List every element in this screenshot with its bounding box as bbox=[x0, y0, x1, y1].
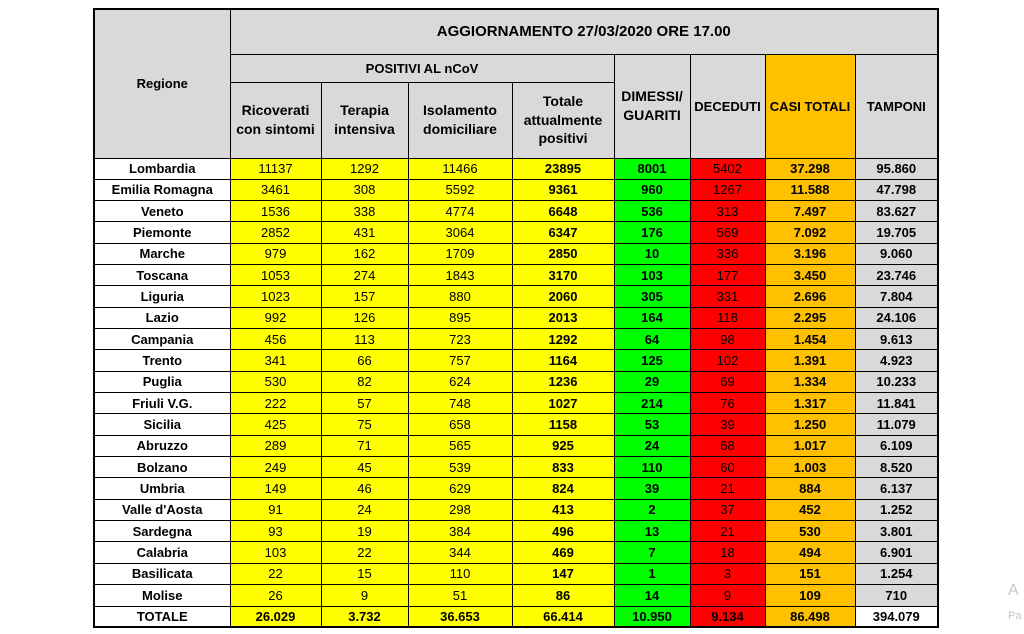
casi-totali-cell: 1.250 bbox=[765, 414, 855, 435]
casi-totali-cell: 1.003 bbox=[765, 457, 855, 478]
covid-data-table bbox=[93, 8, 939, 628]
total-positivi: 66.414 bbox=[512, 606, 614, 627]
casi-totali-cell: 1.391 bbox=[765, 350, 855, 371]
tamponi-cell: 9.060 bbox=[855, 243, 938, 264]
tamponi-cell: 95.860 bbox=[855, 158, 938, 179]
casi-totali-cell: 3.450 bbox=[765, 265, 855, 286]
region-name: Friuli V.G. bbox=[94, 393, 230, 414]
ricoverati-cell: 979 bbox=[230, 243, 321, 264]
ricoverati-cell: 1053 bbox=[230, 265, 321, 286]
terapia-cell: 338 bbox=[321, 201, 408, 222]
terapia-cell: 308 bbox=[321, 179, 408, 200]
table-row bbox=[94, 307, 938, 328]
table-row bbox=[94, 393, 938, 414]
region-name: Calabria bbox=[94, 542, 230, 563]
terapia-cell: 75 bbox=[321, 414, 408, 435]
terapia-cell: 46 bbox=[321, 478, 408, 499]
casi-totali-cell: 884 bbox=[765, 478, 855, 499]
dimessi-cell: 64 bbox=[614, 329, 690, 350]
dimessi-cell: 2 bbox=[614, 499, 690, 520]
isolamento-cell: 1843 bbox=[408, 265, 512, 286]
dimessi-cell: 214 bbox=[614, 393, 690, 414]
isolamento-cell: 384 bbox=[408, 521, 512, 542]
table-row bbox=[94, 222, 938, 243]
dimessi-cell: 29 bbox=[614, 371, 690, 392]
total-label: TOTALE bbox=[94, 606, 230, 627]
isolamento-cell: 110 bbox=[408, 563, 512, 584]
region-name: Emilia Romagna bbox=[94, 179, 230, 200]
ricoverati-cell: 456 bbox=[230, 329, 321, 350]
terapia-cell: 45 bbox=[321, 457, 408, 478]
terapia-cell: 57 bbox=[321, 393, 408, 414]
totale-positivi-cell: 925 bbox=[512, 435, 614, 456]
isolamento-cell: 11466 bbox=[408, 158, 512, 179]
casi-totali-cell: 1.334 bbox=[765, 371, 855, 392]
deceduti-cell: 336 bbox=[690, 243, 765, 264]
region-name: Liguria bbox=[94, 286, 230, 307]
dimessi-cell: 24 bbox=[614, 435, 690, 456]
terapia-cell: 113 bbox=[321, 329, 408, 350]
terapia-cell: 162 bbox=[321, 243, 408, 264]
ricoverati-cell: 149 bbox=[230, 478, 321, 499]
casi-totali-cell: 151 bbox=[765, 563, 855, 584]
ricoverati-cell: 26 bbox=[230, 585, 321, 606]
terapia-cell: 66 bbox=[321, 350, 408, 371]
isolamento-cell: 539 bbox=[408, 457, 512, 478]
region-name: Piemonte bbox=[94, 222, 230, 243]
dimessi-cell: 305 bbox=[614, 286, 690, 307]
terapia-cell: 82 bbox=[321, 371, 408, 392]
totale-positivi-cell: 23895 bbox=[512, 158, 614, 179]
terapia-cell: 19 bbox=[321, 521, 408, 542]
total-terapia: 3.732 bbox=[321, 606, 408, 627]
deceduti-cell: 60 bbox=[690, 457, 765, 478]
tamponi-cell: 23.746 bbox=[855, 265, 938, 286]
table-row bbox=[94, 478, 938, 499]
casi-totali-cell: 494 bbox=[765, 542, 855, 563]
ricoverati-cell: 992 bbox=[230, 307, 321, 328]
dimessi-cell: 8001 bbox=[614, 158, 690, 179]
isolamento-cell: 880 bbox=[408, 286, 512, 307]
terapia-cell: 9 bbox=[321, 585, 408, 606]
deceduti-cell: 39 bbox=[690, 414, 765, 435]
ricoverati-cell: 3461 bbox=[230, 179, 321, 200]
isolamento-cell: 895 bbox=[408, 307, 512, 328]
isolamento-cell: 3064 bbox=[408, 222, 512, 243]
totale-positivi-cell: 6347 bbox=[512, 222, 614, 243]
dimessi-cell: 7 bbox=[614, 542, 690, 563]
tamponi-header: TAMPONI bbox=[855, 54, 938, 158]
dimessi-cell: 1 bbox=[614, 563, 690, 584]
totale-positivi-cell: 1027 bbox=[512, 393, 614, 414]
terapia-cell: 15 bbox=[321, 563, 408, 584]
isolamento-cell: 748 bbox=[408, 393, 512, 414]
table-body bbox=[94, 158, 938, 606]
deceduti-cell: 37 bbox=[690, 499, 765, 520]
isolamento-cell: 624 bbox=[408, 371, 512, 392]
casi-totali-cell: 452 bbox=[765, 499, 855, 520]
isolamento-cell: 1709 bbox=[408, 243, 512, 264]
region-name: Umbria bbox=[94, 478, 230, 499]
region-name: Valle d'Aosta bbox=[94, 499, 230, 520]
ricoverati-cell: 425 bbox=[230, 414, 321, 435]
deceduti-cell: 118 bbox=[690, 307, 765, 328]
totale-positivi-cell: 824 bbox=[512, 478, 614, 499]
region-name: Basilicata bbox=[94, 563, 230, 584]
casi-totali-cell: 11.588 bbox=[765, 179, 855, 200]
table-row bbox=[94, 414, 938, 435]
totale-positivi-cell: 1292 bbox=[512, 329, 614, 350]
isolamento-cell: 298 bbox=[408, 499, 512, 520]
casi-totali-header: CASI TOTALI bbox=[765, 54, 855, 158]
region-name: Sardegna bbox=[94, 521, 230, 542]
table-row bbox=[94, 286, 938, 307]
table-row bbox=[94, 243, 938, 264]
casi-totali-cell: 37.298 bbox=[765, 158, 855, 179]
ricoverati-cell: 11137 bbox=[230, 158, 321, 179]
terapia-cell: 24 bbox=[321, 499, 408, 520]
side-watermark-text: A bbox=[1008, 582, 1019, 599]
ricoverati-cell: 2852 bbox=[230, 222, 321, 243]
deceduti-cell: 21 bbox=[690, 478, 765, 499]
isolamento-cell: 51 bbox=[408, 585, 512, 606]
ricoverati-cell: 22 bbox=[230, 563, 321, 584]
isolamento-cell: 5592 bbox=[408, 179, 512, 200]
casi-totali-cell: 1.017 bbox=[765, 435, 855, 456]
totale-positivi-cell: 6648 bbox=[512, 201, 614, 222]
deceduti-cell: 5402 bbox=[690, 158, 765, 179]
totale-positivi-cell: 86 bbox=[512, 585, 614, 606]
totale-positivi-cell: 147 bbox=[512, 563, 614, 584]
ricoverati-cell: 1536 bbox=[230, 201, 321, 222]
region-name: Veneto bbox=[94, 201, 230, 222]
region-name: Abruzzo bbox=[94, 435, 230, 456]
isolamento-cell: 4774 bbox=[408, 201, 512, 222]
terapia-header: Terapia intensiva bbox=[321, 82, 408, 158]
total-tamponi: 394.079 bbox=[855, 606, 938, 627]
tamponi-cell: 9.613 bbox=[855, 329, 938, 350]
deceduti-cell: 18 bbox=[690, 542, 765, 563]
deceduti-header: DECEDUTI bbox=[690, 54, 765, 158]
region-name: Toscana bbox=[94, 265, 230, 286]
ricoverati-cell: 289 bbox=[230, 435, 321, 456]
tamponi-cell: 83.627 bbox=[855, 201, 938, 222]
isolamento-cell: 658 bbox=[408, 414, 512, 435]
isolamento-cell: 757 bbox=[408, 350, 512, 371]
dimessi-cell: 103 bbox=[614, 265, 690, 286]
deceduti-cell: 177 bbox=[690, 265, 765, 286]
totale-positivi-cell: 833 bbox=[512, 457, 614, 478]
table-row bbox=[94, 542, 938, 563]
tamponi-cell: 3.801 bbox=[855, 521, 938, 542]
totale-positivi-cell: 3170 bbox=[512, 265, 614, 286]
dimessi-cell: 10 bbox=[614, 243, 690, 264]
ricoverati-cell: 222 bbox=[230, 393, 321, 414]
dimessi-cell: 14 bbox=[614, 585, 690, 606]
region-name: Molise bbox=[94, 585, 230, 606]
casi-totali-cell: 3.196 bbox=[765, 243, 855, 264]
tamponi-cell: 19.705 bbox=[855, 222, 938, 243]
total-deceduti: 9.134 bbox=[690, 606, 765, 627]
deceduti-cell: 68 bbox=[690, 435, 765, 456]
tamponi-cell: 7.804 bbox=[855, 286, 938, 307]
tamponi-cell: 47.798 bbox=[855, 179, 938, 200]
dimessi-cell: 53 bbox=[614, 414, 690, 435]
deceduti-cell: 1267 bbox=[690, 179, 765, 200]
table-row bbox=[94, 371, 938, 392]
total-dimessi: 10.950 bbox=[614, 606, 690, 627]
isolamento-cell: 344 bbox=[408, 542, 512, 563]
casi-totali-cell: 2.295 bbox=[765, 307, 855, 328]
casi-totali-cell: 109 bbox=[765, 585, 855, 606]
totale-positivi-cell: 9361 bbox=[512, 179, 614, 200]
casi-totali-cell: 1.454 bbox=[765, 329, 855, 350]
region-name: Campania bbox=[94, 329, 230, 350]
table-row bbox=[94, 499, 938, 520]
table-row bbox=[94, 457, 938, 478]
dimessi-cell: 960 bbox=[614, 179, 690, 200]
ricoverati-cell: 93 bbox=[230, 521, 321, 542]
deceduti-cell: 21 bbox=[690, 521, 765, 542]
isolamento-header: Isolamento domiciliare bbox=[408, 82, 512, 158]
region-name: Marche bbox=[94, 243, 230, 264]
dimessi-header: DIMESSI/ GUARITI bbox=[614, 54, 690, 158]
totale-positivi-cell: 469 bbox=[512, 542, 614, 563]
ricoverati-cell: 249 bbox=[230, 457, 321, 478]
totale-positivi-cell: 413 bbox=[512, 499, 614, 520]
tamponi-cell: 11.841 bbox=[855, 393, 938, 414]
table-row bbox=[94, 585, 938, 606]
tamponi-cell: 24.106 bbox=[855, 307, 938, 328]
deceduti-cell: 313 bbox=[690, 201, 765, 222]
isolamento-cell: 723 bbox=[408, 329, 512, 350]
dimessi-cell: 110 bbox=[614, 457, 690, 478]
totale-positivi-cell: 2850 bbox=[512, 243, 614, 264]
tamponi-cell: 6.137 bbox=[855, 478, 938, 499]
deceduti-cell: 331 bbox=[690, 286, 765, 307]
terapia-cell: 274 bbox=[321, 265, 408, 286]
tamponi-cell: 1.254 bbox=[855, 563, 938, 584]
ricoverati-cell: 530 bbox=[230, 371, 321, 392]
tamponi-cell: 8.520 bbox=[855, 457, 938, 478]
tamponi-cell: 1.252 bbox=[855, 499, 938, 520]
casi-totali-cell: 7.497 bbox=[765, 201, 855, 222]
tamponi-cell: 6.109 bbox=[855, 435, 938, 456]
tamponi-cell: 11.079 bbox=[855, 414, 938, 435]
deceduti-cell: 3 bbox=[690, 563, 765, 584]
deceduti-cell: 98 bbox=[690, 329, 765, 350]
positivi-group-header: POSITIVI AL nCoV bbox=[230, 54, 614, 82]
ricoverati-cell: 91 bbox=[230, 499, 321, 520]
totale-positivi-cell: 1236 bbox=[512, 371, 614, 392]
ricoverati-cell: 341 bbox=[230, 350, 321, 371]
total-casi: 86.498 bbox=[765, 606, 855, 627]
table-row bbox=[94, 158, 938, 179]
dimessi-cell: 39 bbox=[614, 478, 690, 499]
table-row bbox=[94, 435, 938, 456]
totale-positivi-cell: 496 bbox=[512, 521, 614, 542]
ricoverati-header: Ricoverati con sintomi bbox=[230, 82, 321, 158]
total-ricoverati: 26.029 bbox=[230, 606, 321, 627]
terapia-cell: 1292 bbox=[321, 158, 408, 179]
region-name: Lombardia bbox=[94, 158, 230, 179]
casi-totali-cell: 1.317 bbox=[765, 393, 855, 414]
table-title: AGGIORNAMENTO 27/03/2020 ORE 17.00 bbox=[230, 9, 938, 54]
dimessi-cell: 164 bbox=[614, 307, 690, 328]
casi-totali-cell: 2.696 bbox=[765, 286, 855, 307]
table-row bbox=[94, 521, 938, 542]
region-name: Bolzano bbox=[94, 457, 230, 478]
deceduti-cell: 69 bbox=[690, 371, 765, 392]
tamponi-cell: 6.901 bbox=[855, 542, 938, 563]
table-row bbox=[94, 265, 938, 286]
terapia-cell: 126 bbox=[321, 307, 408, 328]
casi-totali-cell: 7.092 bbox=[765, 222, 855, 243]
totale-positivi-cell: 1164 bbox=[512, 350, 614, 371]
table-row bbox=[94, 563, 938, 584]
table-row bbox=[94, 201, 938, 222]
regione-header: Regione bbox=[94, 9, 230, 158]
side-watermark-text-2: Pa bbox=[1008, 610, 1022, 622]
dimessi-cell: 125 bbox=[614, 350, 690, 371]
deceduti-cell: 9 bbox=[690, 585, 765, 606]
tamponi-cell: 710 bbox=[855, 585, 938, 606]
ricoverati-cell: 103 bbox=[230, 542, 321, 563]
terapia-cell: 71 bbox=[321, 435, 408, 456]
deceduti-cell: 569 bbox=[690, 222, 765, 243]
ricoverati-cell: 1023 bbox=[230, 286, 321, 307]
isolamento-cell: 629 bbox=[408, 478, 512, 499]
region-name: Trento bbox=[94, 350, 230, 371]
totale-positivi-cell: 2060 bbox=[512, 286, 614, 307]
table-row bbox=[94, 350, 938, 371]
terapia-cell: 22 bbox=[321, 542, 408, 563]
deceduti-cell: 102 bbox=[690, 350, 765, 371]
terapia-cell: 157 bbox=[321, 286, 408, 307]
region-name: Puglia bbox=[94, 371, 230, 392]
region-name: Sicilia bbox=[94, 414, 230, 435]
deceduti-cell: 76 bbox=[690, 393, 765, 414]
totale-positivi-cell: 1158 bbox=[512, 414, 614, 435]
isolamento-cell: 565 bbox=[408, 435, 512, 456]
region-name: Lazio bbox=[94, 307, 230, 328]
total-row bbox=[94, 606, 938, 627]
tamponi-cell: 4.923 bbox=[855, 350, 938, 371]
dimessi-cell: 176 bbox=[614, 222, 690, 243]
dimessi-cell: 13 bbox=[614, 521, 690, 542]
terapia-cell: 431 bbox=[321, 222, 408, 243]
casi-totali-cell: 530 bbox=[765, 521, 855, 542]
totale-positivi-header: Totale attualmente positivi bbox=[512, 82, 614, 158]
tamponi-cell: 10.233 bbox=[855, 371, 938, 392]
dimessi-cell: 536 bbox=[614, 201, 690, 222]
table-row bbox=[94, 329, 938, 350]
total-isolamento: 36.653 bbox=[408, 606, 512, 627]
table-row bbox=[94, 179, 938, 200]
totale-positivi-cell: 2013 bbox=[512, 307, 614, 328]
